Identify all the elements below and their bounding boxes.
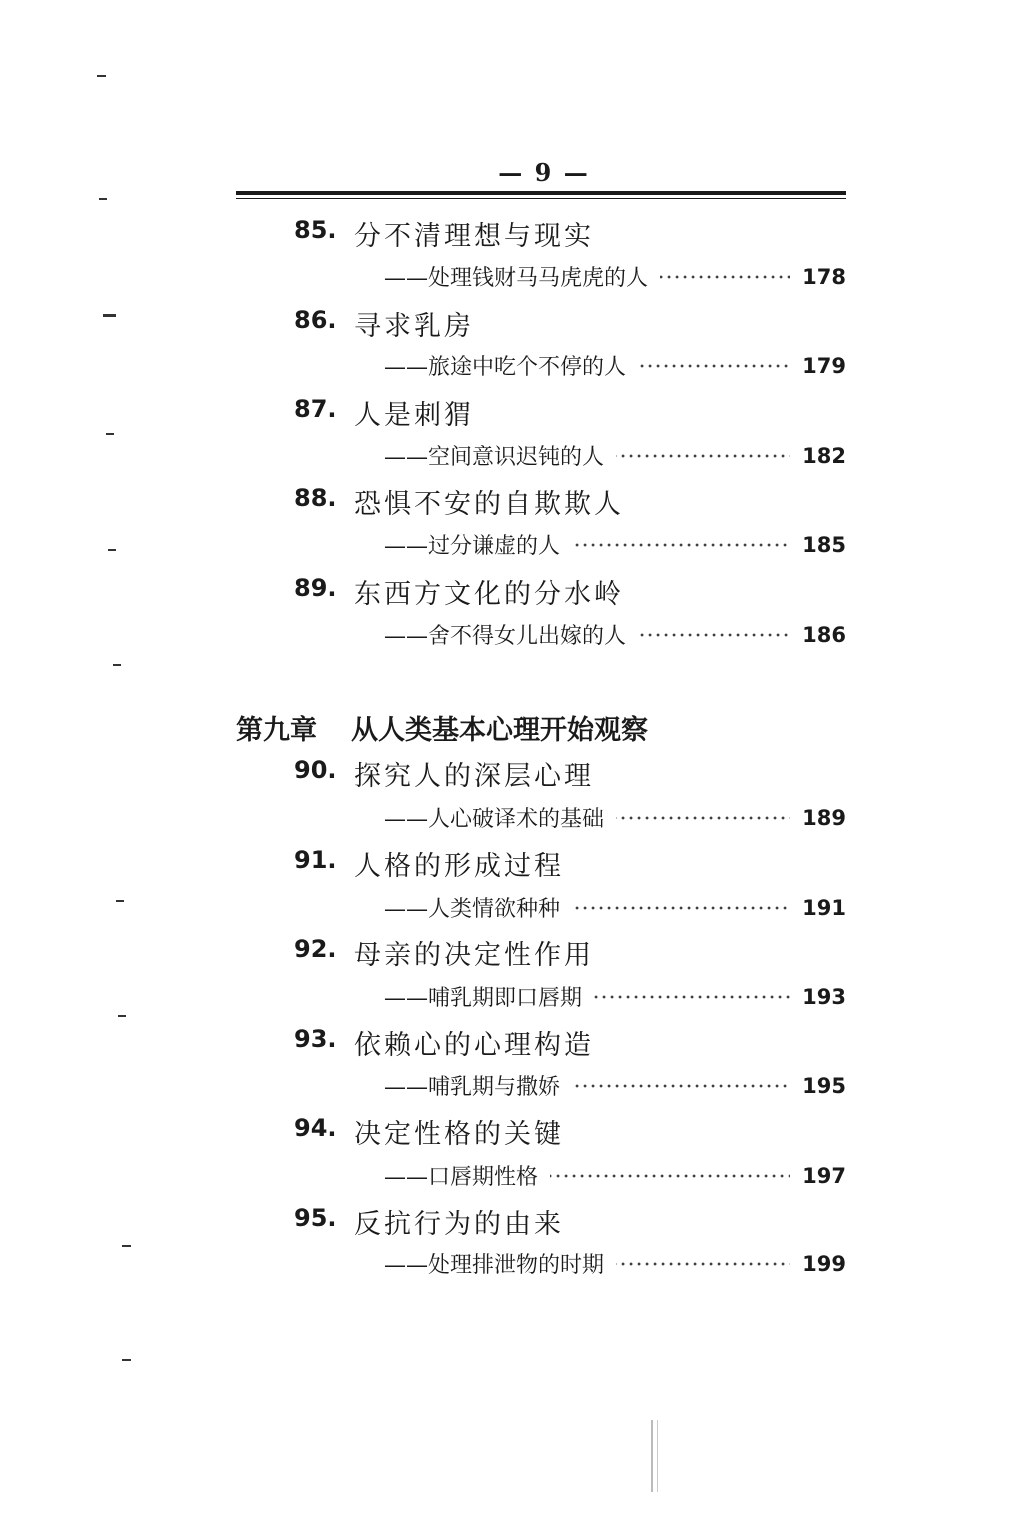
entry-subtitle-line [384,529,846,560]
entry-subtitle-line [384,1248,846,1279]
entry-title: 母亲的决定性作用 [354,940,594,971]
entry-subtitle: ——处理钱财马马虎虎的人 [384,266,649,291]
dot-leader [660,275,790,279]
dot-leader [572,906,790,910]
dot-leader [550,1174,790,1178]
scan-mark [651,1420,653,1492]
entry-number: 89. [294,574,337,602]
scan-mark [116,900,124,902]
entry-title: 探究人的深层心理 [354,761,594,792]
entry-page: 195 [802,1073,846,1098]
entry-subtitle-line [384,440,846,471]
chapter-label: 第九章 [236,715,317,746]
entry-number: 91. [294,846,337,874]
entry-page: 185 [802,532,846,557]
entry-number: 90. [294,756,337,784]
scan-mark [97,75,106,77]
scan-mark [122,1359,131,1361]
dot-leader [638,633,790,637]
dot-leader [616,454,790,458]
page-number: — 9 — [498,158,590,187]
entry-page: 189 [802,805,846,830]
scan-mark [113,664,121,666]
entry-subtitle-line [384,1160,846,1191]
entry-subtitle-line [384,350,846,381]
entry-subtitle: ——哺乳期与撒娇 [384,1075,561,1100]
entry-page: 193 [802,984,846,1009]
dot-leader [594,995,790,999]
scan-mark [103,314,116,317]
entry-subtitle-line [384,261,846,292]
entry-title: 分不清理想与现实 [354,221,594,252]
entry-title: 恐惧不安的自欺欺人 [354,489,624,520]
scan-mark [118,1015,126,1017]
entry-page: 197 [802,1163,846,1188]
entry-page: 199 [802,1251,846,1276]
scan-mark [99,198,107,200]
entry-title: 东西方文化的分水岭 [354,579,624,610]
chapter-title: 从人类基本心理开始观察 [351,715,648,746]
entry-subtitle: ——舍不得女儿出嫁的人 [384,624,627,649]
entry-subtitle-line [384,802,846,833]
entry-subtitle: ——旅途中吃个不停的人 [384,355,627,380]
header-rule-thin [236,198,846,199]
entry-title: 反抗行为的由来 [354,1209,564,1240]
entry-number: 85. [294,216,337,244]
entry-subtitle-line [384,981,846,1012]
dot-leader [616,1262,790,1266]
entry-number: 88. [294,484,337,512]
chapter-heading [236,708,648,747]
entry-subtitle-line [384,1070,846,1101]
entry-number: 93. [294,1025,337,1053]
entry-number: 87. [294,395,337,423]
entry-title: 寻求乳房 [354,311,474,342]
entry-page: 182 [802,443,846,468]
dot-leader [572,543,790,547]
entry-subtitle: ——人心破译术的基础 [384,807,605,832]
dot-leader [572,1084,790,1088]
entry-subtitle: ——人类情欲种种 [384,897,561,922]
entry-subtitle: ——哺乳期即口唇期 [384,986,583,1011]
entry-number: 92. [294,935,337,963]
scan-mark [122,1245,131,1247]
entry-title: 依赖心的心理构造 [354,1030,594,1061]
entry-number: 86. [294,306,337,334]
scan-mark [108,549,116,551]
entry-subtitle: ——过分谦虚的人 [384,534,561,559]
entry-title: 人是刺猬 [354,400,474,431]
entry-subtitle-line [384,892,846,923]
entry-number: 94. [294,1114,337,1142]
entry-subtitle: ——处理排泄物的时期 [384,1253,605,1278]
dot-leader [638,364,790,368]
dot-leader [616,816,790,820]
entry-subtitle-line [384,619,846,650]
scan-mark [106,433,114,435]
entry-title: 人格的形成过程 [354,851,564,882]
entry-page: 186 [802,622,846,647]
entry-page: 178 [802,264,846,289]
entry-page: 179 [802,353,846,378]
entry-subtitle: ——空间意识迟钝的人 [384,445,605,470]
entry-title: 决定性格的关键 [354,1119,564,1150]
entry-page: 191 [802,895,846,920]
header-rule [236,191,846,195]
entry-number: 95. [294,1204,337,1232]
scan-mark [657,1420,658,1492]
entry-subtitle: ——口唇期性格 [384,1165,539,1190]
